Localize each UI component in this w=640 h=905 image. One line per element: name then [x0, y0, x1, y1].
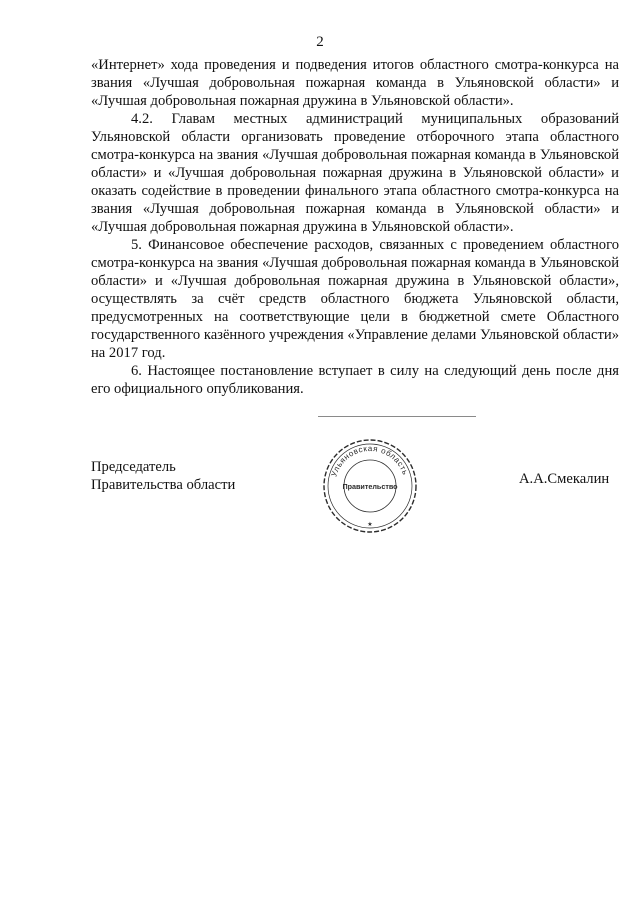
document-body	[91, 56, 619, 398]
official-seal	[320, 436, 420, 536]
signer-title-line-2: Правительства области	[91, 477, 236, 493]
signer-title	[91, 458, 235, 494]
separator-rule	[318, 416, 476, 417]
paragraph-5: 5. Финансовое обеспечение расходов, связанных с проведением областного смотра-конкурса на звания «Лучшая добровольная пожарная команда в Ульяновской области» и «Лучшая добровольная пожарная дружина в Ульяновской области», осуществлять за счёт средств областного бюджета Ульяновской области, предусмотренных на соответствующие цели в бюджетной смете Областного государственного казённого учреждения «Управление делами Ульяновской области» на 2017 год.	[91, 237, 619, 361]
paragraph-continuation: «Интернет» хода проведения и подведения итогов областного смотра-конкурса на звания «Лучшая добровольная пожарная команда в Ульяновской области» и «Лучшая добровольная пожарная дружина в Ульяновской области».	[91, 57, 619, 109]
signer-name: А.А.Смекалин	[519, 471, 610, 487]
seal-ring-text: Ульяновская область	[329, 443, 411, 478]
paragraph-4-2: 4.2. Главам местных администраций муниципальных образований Ульяновской области организовать проведение отборочного этапа областного смотра-конкурса на звания «Лучшая добровольная пожарная команда в Ульяновской области» и «Лучшая добровольная пожарная дружина в Ульяновской области» и оказать содействие в проведении финального этапа областного смотра-конкурса на звания «Лучшая добровольная пожарная команда в Ульяновской области» и «Лучшая добровольная пожарная дружина в Ульяновской области».	[91, 111, 619, 235]
paragraph-6: 6. Настоящее постановление вступает в силу на следующий день после дня его официального опубликования.	[91, 363, 619, 397]
seal-star-icon: ★	[367, 521, 373, 528]
page-number: 2	[316, 34, 324, 50]
seal-center-text: Правительство	[342, 482, 398, 491]
signer-title-line-1: Председатель	[91, 459, 176, 475]
